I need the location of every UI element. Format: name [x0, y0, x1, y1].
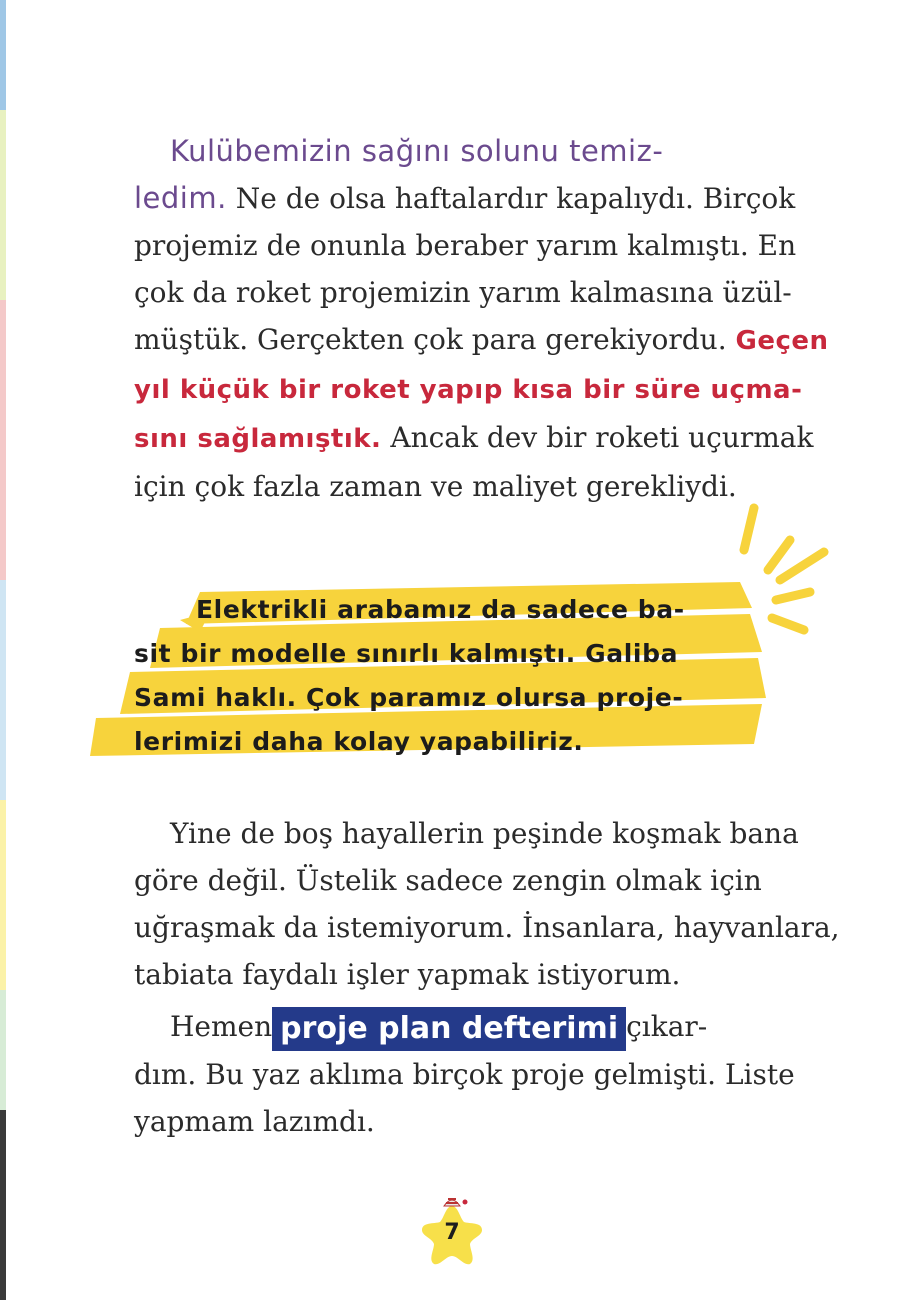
paragraph-1-line-7 — [134, 414, 814, 463]
paragraph-1-line-8: için çok fazla zaman ve maliyet gerekliydi. — [134, 470, 737, 503]
highlight-box-text — [134, 588, 774, 764]
paragraph-1-line-1 — [134, 128, 774, 175]
purple-handwritten-text-end: ledim. — [134, 181, 227, 215]
text-segment: müştük. Gerçekten çok para gerekiyordu. — [134, 323, 727, 356]
marker-highlight-box — [90, 500, 860, 780]
paragraph-3-line-3: yapmam lazımdı. — [134, 1105, 375, 1138]
hat-icon — [444, 1199, 468, 1206]
paragraph-2-line-3: uğraşmak da istemiyorum. İnsanlara, hayvanlara, — [134, 911, 840, 944]
highlight-box-line-1: Elektrikli arabamız da sadece ba- — [196, 595, 685, 624]
paragraph-1-line-3: projemiz de onunla beraber yarım kalmıştı. En — [134, 229, 797, 262]
paragraph-2-line-4: tabiata faydalı işler yapmak istiyorum. — [134, 958, 681, 991]
paragraph-2-line-2: göre değil. Üstelik sadece zengin olmak için — [134, 864, 762, 897]
text-segment: Hemen — [170, 1010, 273, 1043]
text-segment: Ancak dev bir roketi uçurmak — [390, 421, 814, 454]
text-segment: çıkar- — [626, 1010, 708, 1043]
paragraph-2 — [134, 810, 840, 998]
page-number-badge — [416, 1192, 488, 1268]
paragraph-1-line-4: çok da roket projemizin yarım kalmasına üzül- — [134, 276, 792, 309]
page-number: 7 — [444, 1220, 460, 1245]
purple-handwritten-text: Kulübemizin sağını solunu temiz- — [170, 134, 664, 168]
red-handwritten-text-start: Geçen — [735, 326, 829, 356]
paragraph-3-line-2: dım. Bu yaz aklıma birçok proje gelmişti. Liste — [134, 1058, 795, 1091]
paragraph-1-line-5 — [134, 316, 829, 365]
paragraph-1-line-2 — [134, 175, 796, 222]
highlight-box-line-4: lerimizi daha kolay yapabiliriz. — [134, 727, 584, 756]
text-segment: Ne de olsa haftalardır kapalıydı. Birçok — [235, 182, 796, 215]
paragraph-3 — [134, 1003, 795, 1145]
page-edge-strip — [0, 0, 8, 1300]
paragraph-3-line-1 — [134, 1003, 774, 1051]
paragraph-1 — [134, 128, 829, 510]
highlighted-phrase: proje plan defterimi — [272, 1007, 626, 1051]
red-handwritten-text: yıl küçük bir roket yapıp kısa bir süre uçma- — [134, 375, 803, 405]
paragraph-1-line-6 — [134, 365, 803, 414]
highlight-box-line-3: Sami haklı. Çok paramız olursa proje- — [134, 683, 684, 712]
highlight-box-line-2: sit bir modelle sınırlı kalmıştı. Galiba — [134, 639, 679, 668]
red-handwritten-text-end: sını sağlamıştık. — [134, 424, 382, 454]
paragraph-2-line-1: Yine de boş hayallerin peşinde koşmak bana — [170, 817, 799, 850]
